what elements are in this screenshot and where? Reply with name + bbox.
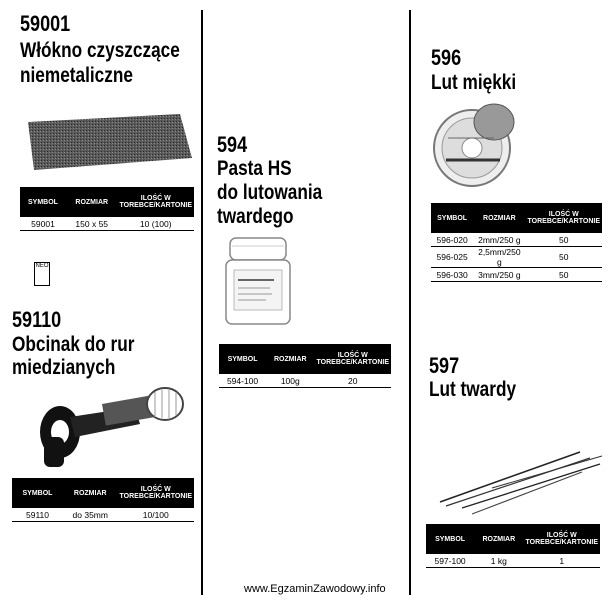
cell-ilosc: 10/100 [118,508,194,522]
cell-ilosc: 50 [526,233,602,247]
table-row [431,247,602,268]
header-symbol: SYMBOL [20,187,66,217]
header-symbol: SYMBOL [12,478,63,508]
header-rozmiar: ROZMIAR [474,524,523,554]
product-code-596: 596 [431,45,462,70]
header-ilosc: ILOŚĆ W TOREBCE/KARTONIE [118,187,194,217]
product-code-59001: 59001 [20,11,71,36]
cell-rozmiar: 2mm/250 g [473,233,525,247]
table-row [431,233,602,247]
product-code-59110: 59110 [12,307,62,332]
cell-symbol: 597-100 [426,554,474,568]
header-rozmiar: ROZMIAR [266,344,314,374]
product-title-59110-line1: Obcinak do rur [12,333,135,356]
footer-source-link[interactable]: www.EgzaminZawodowy.info [244,583,386,595]
header-ilosc: ILOŚĆ W TOREBCE/KARTONIE [315,344,391,374]
cell-symbol: 59001 [20,217,66,231]
cell-symbol: 59110 [12,508,63,522]
header-symbol: SYMBOL [219,344,266,374]
product-code-594: 594 [217,132,248,157]
cleaning-pad-image [20,112,195,172]
header-ilosc: ILOŚĆ W TOREBCE/KARTONIE [524,524,600,554]
cell-symbol: 596-020 [431,233,473,247]
header-symbol: SYMBOL [426,524,474,554]
product-title-594-line1: Pasta HS [217,157,292,180]
header-rozmiar: ROZMIAR [473,203,525,233]
cell-ilosc: 20 [315,374,391,388]
table-row [20,217,194,231]
spec-table-597 [426,524,600,568]
brazing-rods-image [432,448,604,518]
product-title-59001-line2: niemetaliczne [20,64,133,87]
cell-symbol: 596-030 [431,268,473,282]
cell-ilosc: 50 [526,247,602,268]
spec-table-59001 [20,187,194,231]
cell-rozmiar: do 35mm [63,508,118,522]
product-title-59001-line1: Włókno czyszczące [20,39,180,62]
product-title-596-line1: Lut miękki [431,71,517,94]
header-rozmiar: ROZMIAR [63,478,118,508]
header-ilosc: ILOŚĆ W TOREBCE/KARTONIE [118,478,194,508]
table-row [431,268,602,282]
column-divider-right [409,10,411,595]
product-code-597: 597 [429,353,460,378]
cell-rozmiar: 1 kg [474,554,523,568]
cell-rozmiar: 150 x 55 [66,217,118,231]
cell-ilosc: 50 [526,268,602,282]
cell-ilosc: 1 [524,554,600,568]
cell-symbol: 594-100 [219,374,266,388]
table-row [12,508,194,522]
cell-rozmiar: 100g [266,374,314,388]
product-title-594-line3: twardego [217,205,294,228]
header-rozmiar: ROZMIAR [66,187,118,217]
cell-symbol: 596-025 [431,247,473,268]
spec-table-594 [219,344,391,388]
cell-rozmiar: 2,5mm/250 g [473,247,525,268]
neo-logo: NEO [34,262,50,286]
header-ilosc: ILOŚĆ W TOREBCE/KARTONIE [526,203,602,233]
product-title-594-line2: do lutowania [217,181,323,204]
cell-ilosc: 10 (100) [118,217,194,231]
product-title-597-line1: Lut twardy [429,378,517,401]
paste-jar-image [222,236,294,328]
header-symbol: SYMBOL [431,203,473,233]
cell-rozmiar: 3mm/250 g [473,268,525,282]
spec-table-596 [431,203,602,282]
spec-table-59110 [12,478,194,522]
pipe-cutter-image [30,382,190,472]
column-divider-left [201,10,203,595]
table-row [219,374,391,388]
product-title-59110-line2: miedzianych [12,356,116,379]
table-row [426,554,600,568]
solder-spool-image [432,102,520,190]
